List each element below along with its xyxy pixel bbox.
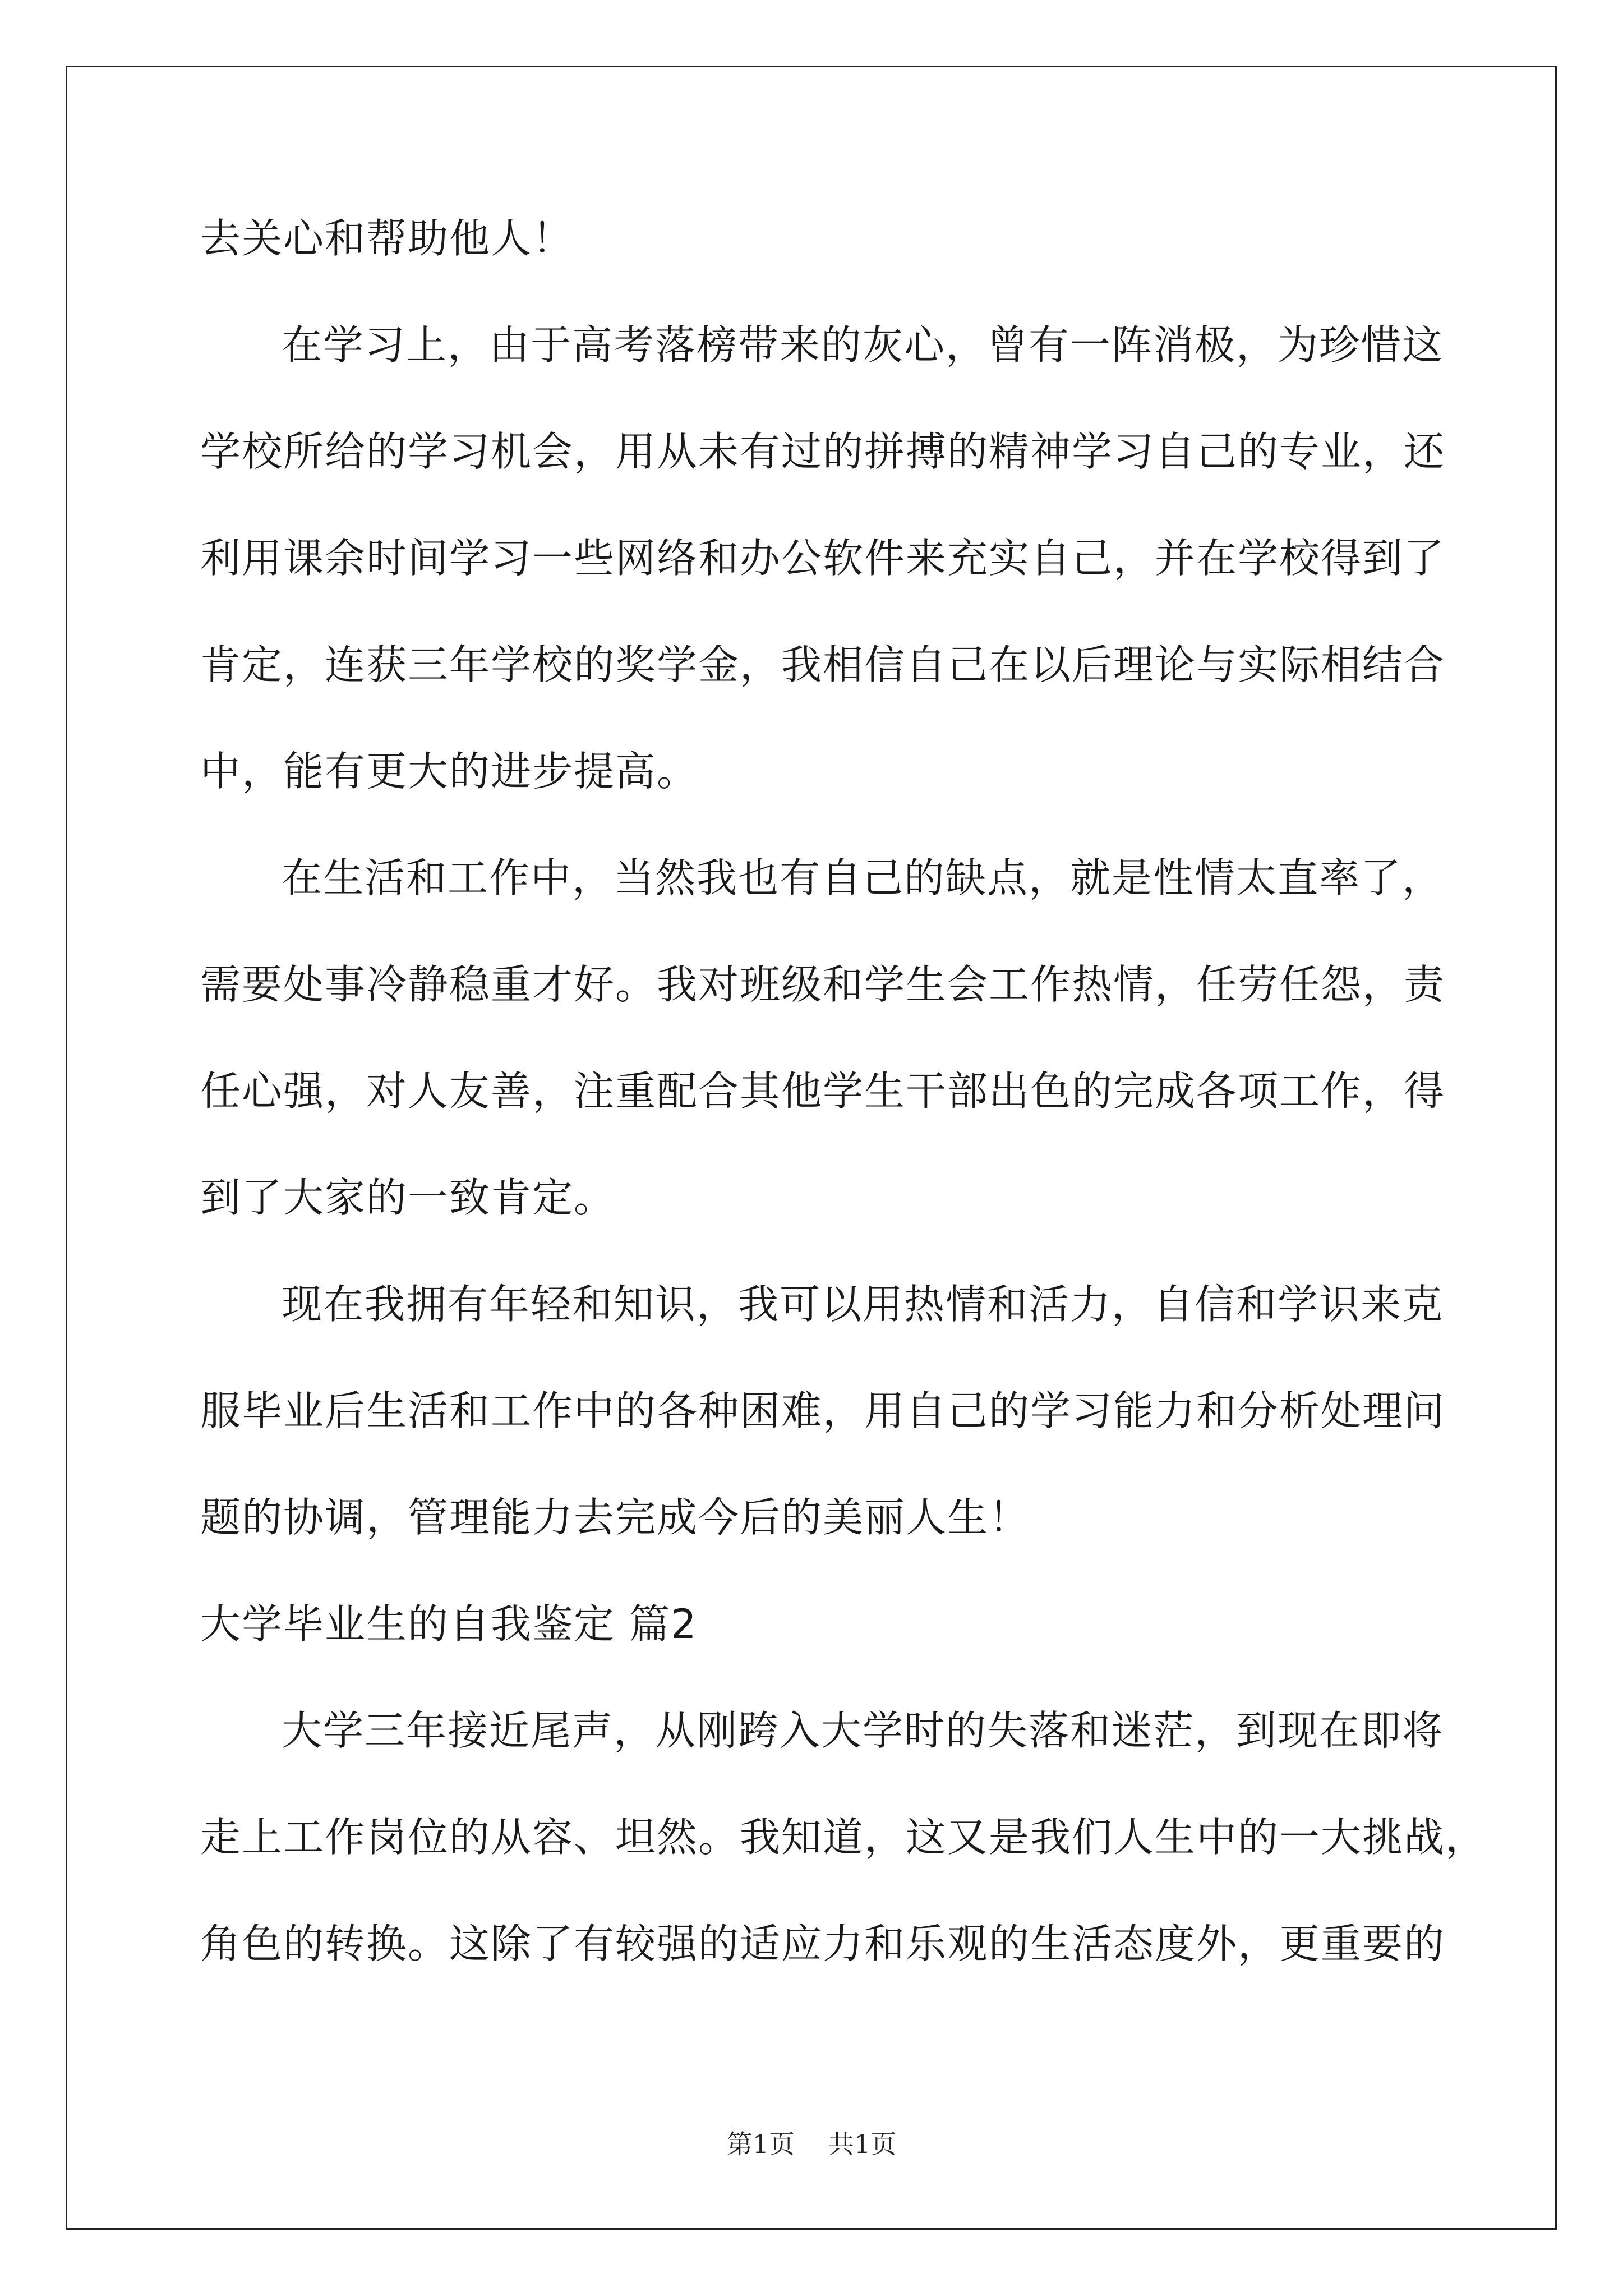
text-line-7: 在生活和工作中，当然我也有自己的缺点，就是性情太直率了， xyxy=(282,854,1444,901)
section-heading: 大学毕业生的自我鉴定 篇2 xyxy=(200,1600,698,1648)
text-line-5: 肯定，连获三年学校的奖学金，我相信自己在以后理论与实际相结合 xyxy=(200,641,1446,688)
text-line-15: 大学三年接近尾声，从刚跨入大学时的失落和迷茫，到现在即将 xyxy=(282,1707,1444,1754)
text-line-3: 学校所给的学习机会，用从未有过的拼搏的精神学习自己的专业，还 xyxy=(200,428,1446,475)
text-line-6: 中，能有更大的进步提高。 xyxy=(200,748,699,795)
page-footer xyxy=(0,2124,1623,2161)
text-line-17: 角色的转换。这除了有较强的适应力和乐观的生活态度外，更重要的 xyxy=(200,1920,1446,1967)
text-line-1: 去关心和帮助他人！ xyxy=(200,215,574,262)
page-total: 共1页 xyxy=(828,2129,897,2159)
text-line-9: 任心强，对人友善，注重配合其他学生干部出色的完成各项工作，得 xyxy=(200,1068,1446,1115)
text-line-12: 服毕业后生活和工作中的各种困难，用自己的学习能力和分析处理问 xyxy=(200,1387,1446,1434)
text-line-2: 在学习上，由于高考落榜带来的灰心，曾有一阵消极，为珍惜这 xyxy=(282,321,1444,369)
text-line-8: 需要处事冷静稳重才好。我对班级和学生会工作热情，任劳任怨，责 xyxy=(200,961,1446,1008)
text-line-10: 到了大家的一致肯定。 xyxy=(200,1174,616,1221)
text-line-11: 现在我拥有年轻和知识，我可以用热情和活力，自信和学识来克 xyxy=(282,1281,1444,1328)
document-body xyxy=(200,208,1487,2019)
text-line-4: 利用课余时间学习一些网络和办公软件来充实自己，并在学校得到了 xyxy=(200,535,1446,582)
text-line-13: 题的协调，管理能力去完成今后的美丽人生！ xyxy=(200,1494,1031,1541)
page-number: 第1页 xyxy=(726,2129,795,2159)
text-line-16: 走上工作岗位的从容、坦然。我知道，这又是我们人生中的一大挑战， xyxy=(200,1814,1487,1861)
